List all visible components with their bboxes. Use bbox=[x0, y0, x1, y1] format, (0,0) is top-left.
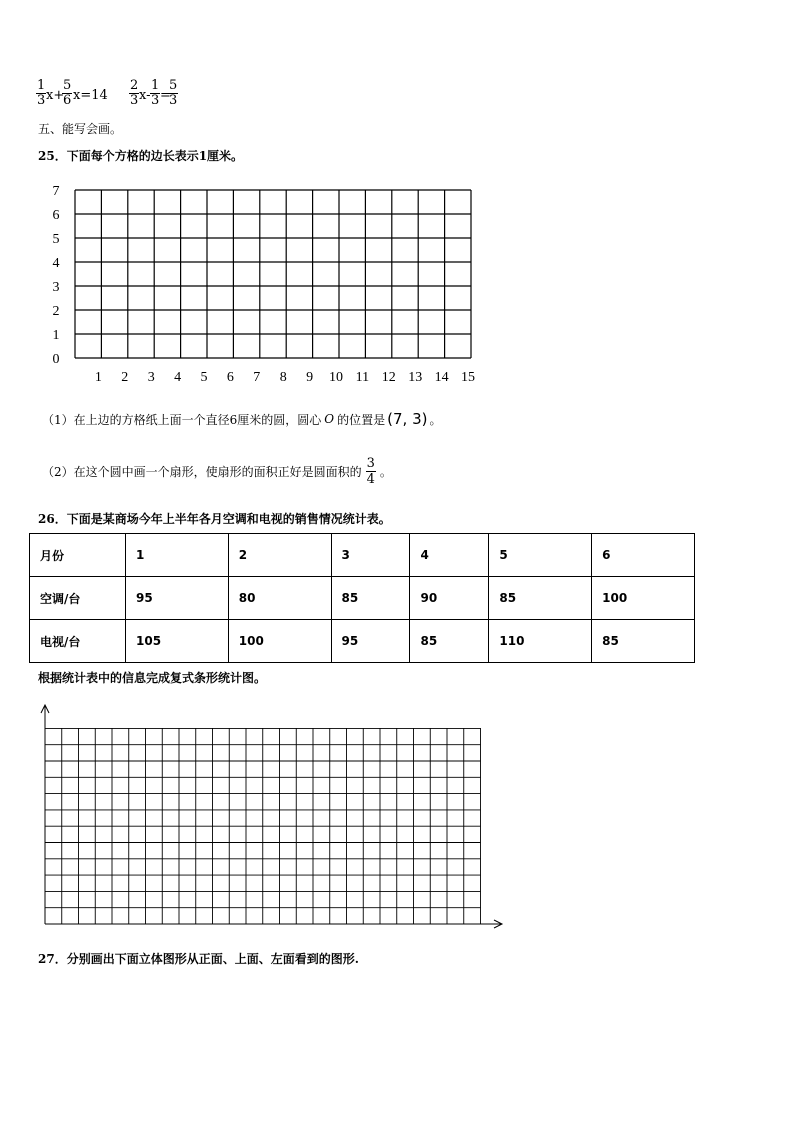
table-cell: 1 bbox=[126, 534, 229, 577]
grid-paper-q25[interactable] bbox=[40, 180, 490, 385]
x-tick-label: 3 bbox=[147, 370, 155, 385]
x-tick-label: 5 bbox=[200, 370, 208, 385]
y-tick-label: 6 bbox=[52, 208, 60, 223]
table-cell: 95 bbox=[331, 620, 410, 663]
table-row bbox=[30, 620, 695, 663]
table-cell: 5 bbox=[489, 534, 592, 577]
fraction-5-6: $\frac{5}{6}$ bbox=[63, 78, 72, 108]
x-tick-label: 9 bbox=[306, 370, 314, 385]
x-tick-label: 10 bbox=[329, 370, 343, 385]
x-tick-label: 2 bbox=[121, 370, 129, 385]
y-tick-label: 7 bbox=[52, 184, 60, 199]
equation-op: x+ bbox=[46, 88, 65, 103]
table-cell: 80 bbox=[228, 577, 331, 620]
fraction-2-3: $\frac{2}{3}$ bbox=[130, 78, 139, 108]
x-tick-label: 1 bbox=[94, 370, 102, 385]
x-tick-label: 14 bbox=[434, 370, 449, 385]
fraction-3-4: 3 4 bbox=[366, 456, 375, 487]
x-tick-label: 15 bbox=[461, 370, 475, 385]
table-cell: 110 bbox=[489, 620, 592, 663]
y-tick-label: 1 bbox=[52, 328, 60, 343]
table-cell: 105 bbox=[126, 620, 229, 663]
sales-table bbox=[29, 533, 695, 663]
x-tick-label: 6 bbox=[226, 370, 234, 385]
blank-bar-chart-grid[interactable] bbox=[30, 700, 510, 940]
x-tick-label: 13 bbox=[408, 370, 423, 385]
question-27-title: 27．分别画出下面立体图形从正面、上面、左面看到的图形. bbox=[38, 952, 359, 966]
table-cell: 空调/台 bbox=[30, 577, 126, 620]
question-25-title: 25．下面每个方格的边长表示1厘米。 bbox=[38, 149, 244, 163]
table-cell: 6 bbox=[592, 534, 695, 577]
question-25-sub1: （1）在上边的方格纸上面一个直径6厘米的圆，圆心 O 的位置是 (7, 3) 。 bbox=[42, 410, 442, 428]
y-tick-label: 2 bbox=[52, 304, 60, 319]
table-cell: 电视/台 bbox=[30, 620, 126, 663]
fraction-1-3b: $\frac{1}{3}$ bbox=[151, 78, 160, 108]
question-26-title: 26．下面是某商场今年上半年各月空调和电视的销售情况统计表。 bbox=[38, 512, 391, 526]
y-tick-label: 5 bbox=[52, 232, 60, 247]
table-cell: 90 bbox=[410, 577, 489, 620]
table-cell: 100 bbox=[228, 620, 331, 663]
equation-op: x- bbox=[139, 88, 151, 103]
x-tick-label: 12 bbox=[381, 370, 396, 385]
table-cell: 85 bbox=[592, 620, 695, 663]
x-tick-label: 8 bbox=[279, 370, 287, 385]
y-tick-label: 4 bbox=[52, 256, 60, 271]
y-tick-label: 3 bbox=[52, 280, 60, 295]
y-tick-label: 0 bbox=[52, 352, 60, 367]
equation-tail: x=14 bbox=[73, 88, 108, 103]
table-row bbox=[30, 577, 695, 620]
x-tick-label: 11 bbox=[355, 370, 370, 385]
table-cell: 85 bbox=[331, 577, 410, 620]
fraction-1-3: $\frac{1}{3}$ bbox=[37, 78, 46, 108]
section-heading: 五、能写会画。 bbox=[38, 122, 123, 136]
table-cell: 2 bbox=[228, 534, 331, 577]
table-header-row bbox=[30, 534, 695, 577]
table-cell: 月份 bbox=[30, 534, 126, 577]
fraction-5-3: $\frac{5}{3}$ bbox=[169, 78, 178, 108]
question-25-sub2: （2）在这个圆中画一个扇形，使扇形的面积正好是圆面积的 3 4 。 bbox=[42, 456, 392, 487]
x-tick-label: 4 bbox=[174, 370, 182, 385]
table-cell: 85 bbox=[489, 577, 592, 620]
equation-equals: = bbox=[160, 88, 171, 103]
table-cell: 3 bbox=[331, 534, 410, 577]
table-cell: 95 bbox=[126, 577, 229, 620]
table-cell: 100 bbox=[592, 577, 695, 620]
x-tick-label: 7 bbox=[253, 370, 261, 385]
chart-instruction: 根据统计表中的信息完成复式条形统计图。 bbox=[38, 671, 267, 685]
table-cell: 85 bbox=[410, 620, 489, 663]
table-cell: 4 bbox=[410, 534, 489, 577]
